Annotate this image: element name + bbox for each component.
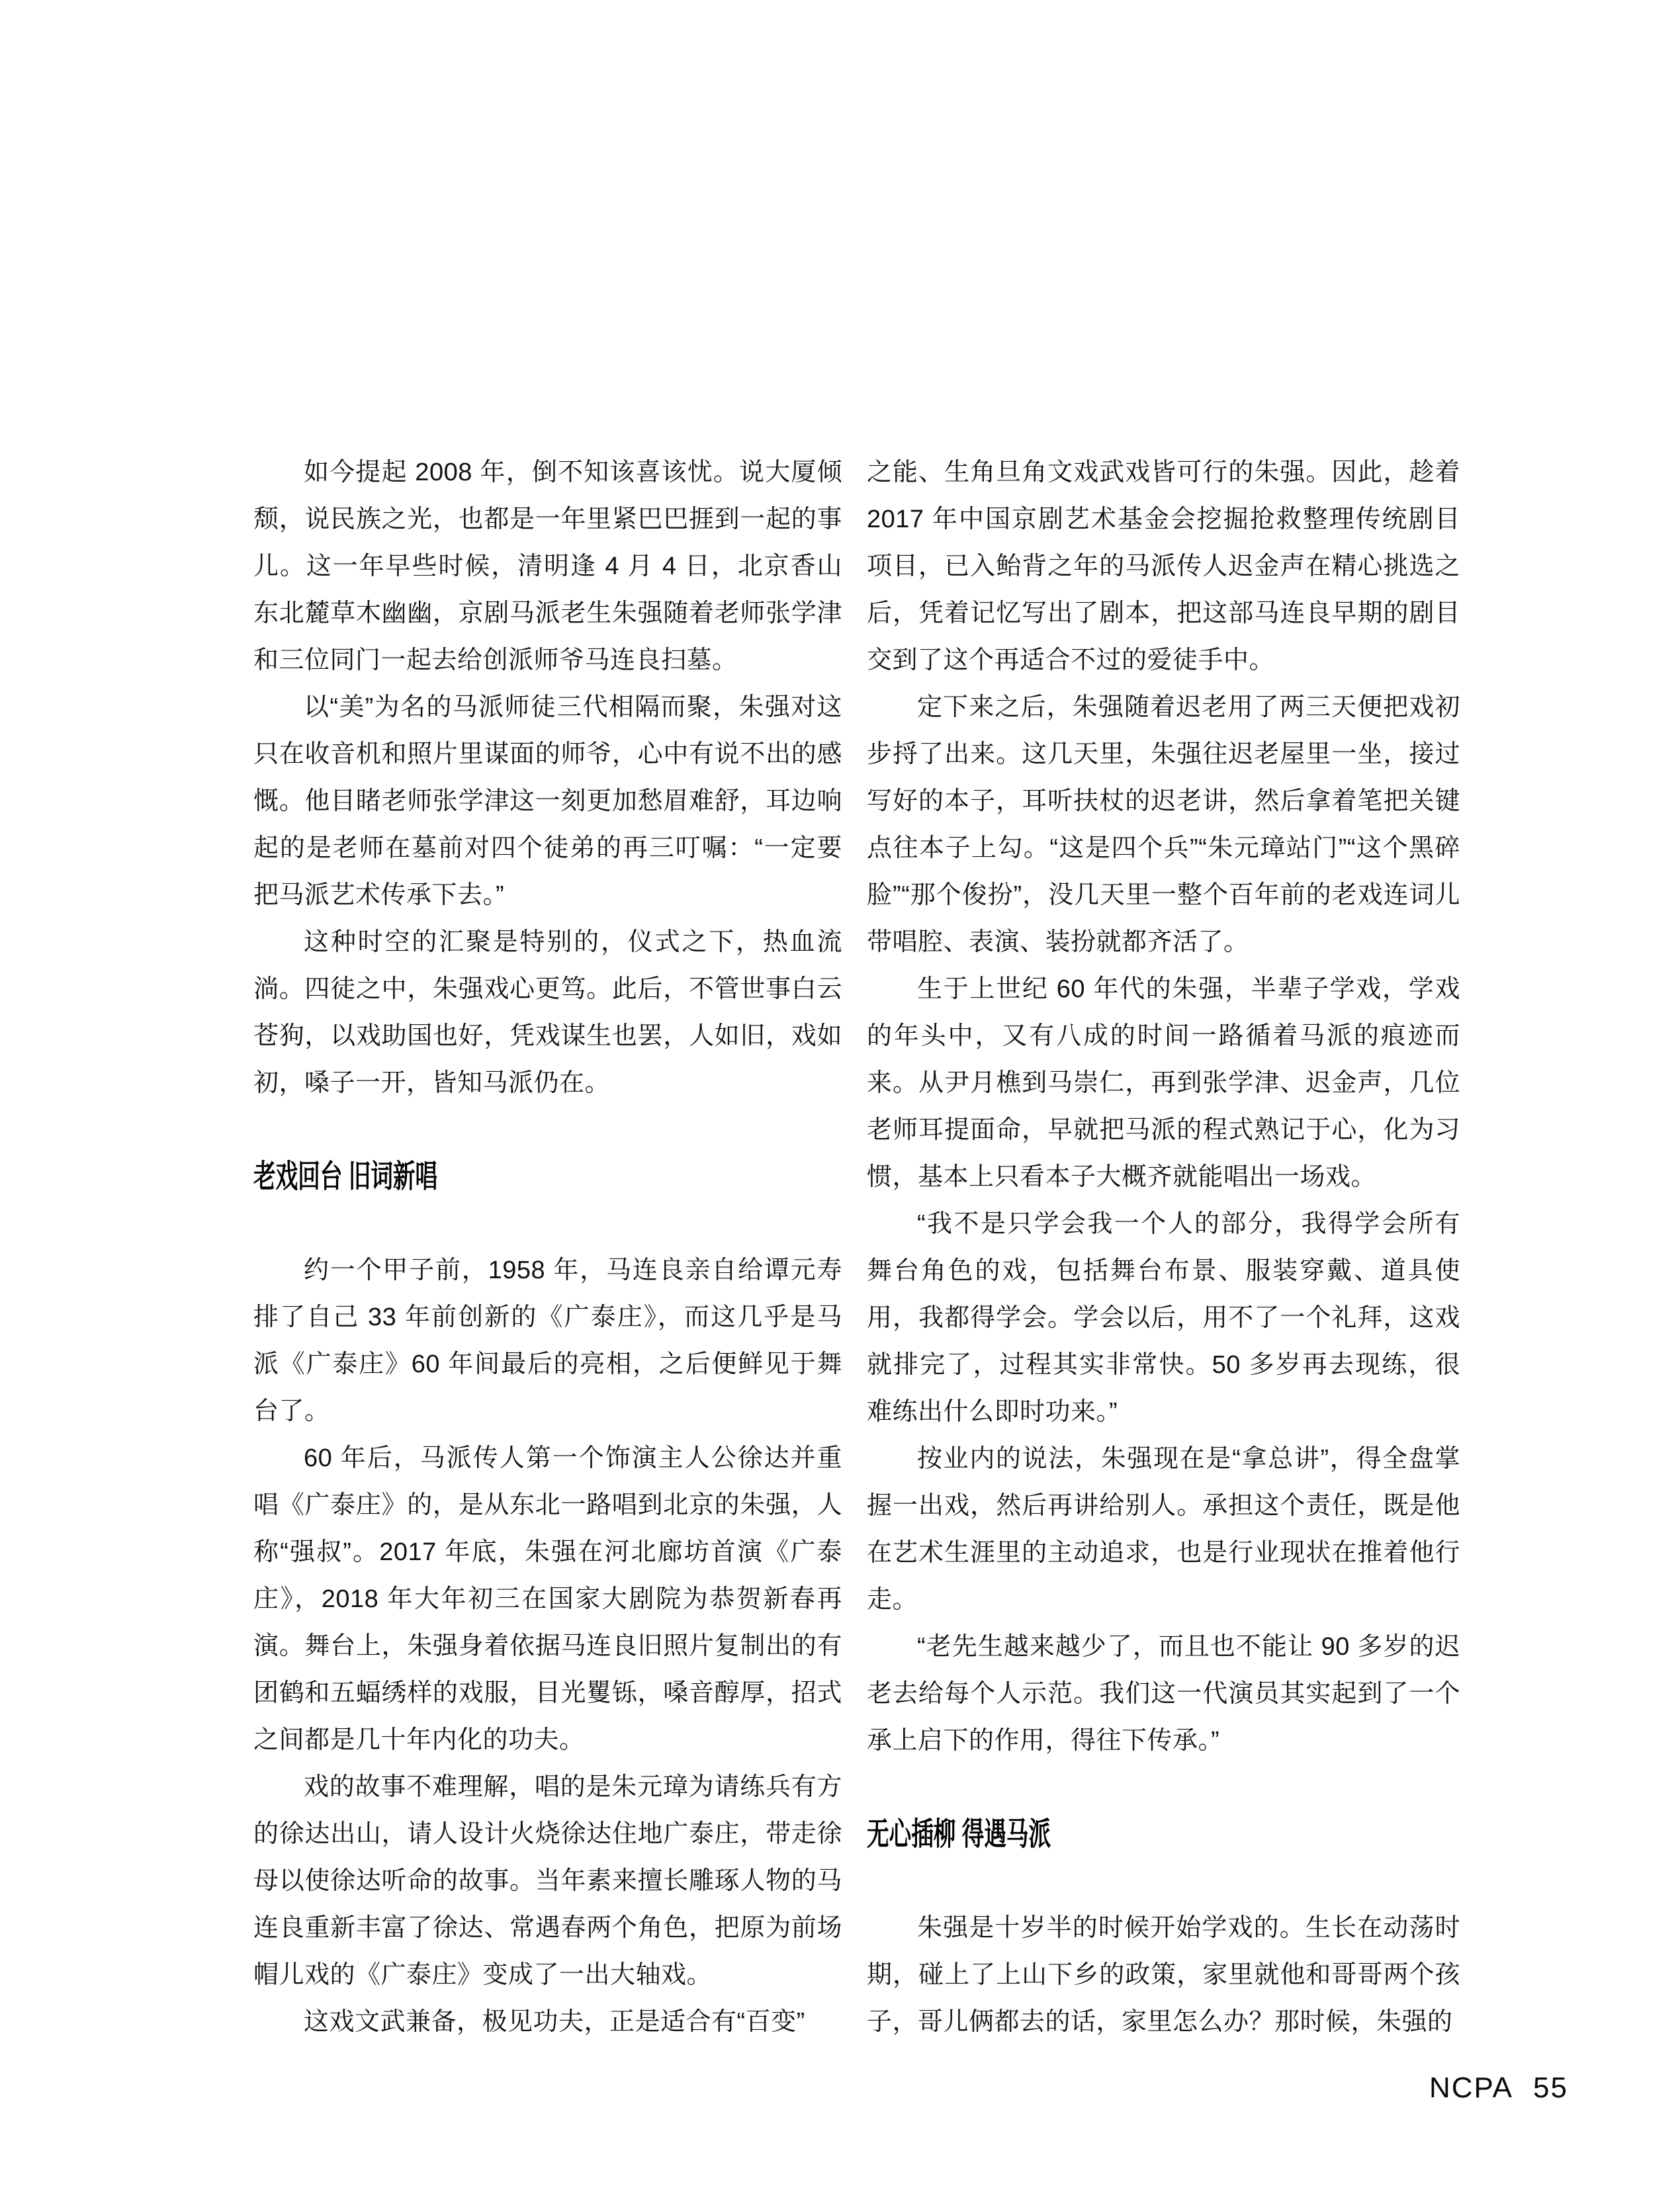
paragraph: 朱强是十岁半的时候开始学戏的。生长在动荡时期，碰上了上山下乡的政策，家里就他和哥哥两个孩子，哥儿俩都去的话，家里怎么办？那时候，朱强的: [867, 1914, 1460, 2036]
section-heading-text: 老戏回台 旧词新唱: [253, 1159, 438, 1194]
paragraph: 以“美”为名的马派师徒三代相隔而聚，朱强对这只在收音机和照片里谋面的师爷，心中有说不出的感慨。他目睹老师张学津这一刻更加愁眉难舒，耳边响起的是老师在墓前对四个徒弟的再三叮嘱：“一定要把马派艺术传承下去。”: [253, 693, 842, 909]
paragraph: 这种时空的汇聚是特别的，仪式之下，热血流淌。四徒之中，朱强戏心更笃。此后，不管世事白云苍狗，以戏助国也好，凭戏谋生也罢，人如旧，戏如初，嗓子一开，皆知马派仍在。: [253, 928, 842, 1097]
column-right: [867, 449, 1460, 2046]
page-number: 55: [1532, 2072, 1568, 2104]
section-heading: [867, 1811, 1460, 1858]
page-footer: [1429, 2071, 1568, 2105]
paragraph: 60 年后，马派传人第一个饰演主人公徐达并重唱《广泰庄》的，是从东北一路唱到北京的朱强，人称“强叔”。2017 年底，朱强在河北廊坊首演《广泰庄》，2018 年大年初三在国家大剧院为恭贺新春再演。舞台上，朱强身着依据马连良旧照片复制出的有团鹤和五蝠绣样的戏服，目光矍铄，嗓音醇厚，招式之间都是几十年内化的功夫。: [253, 1444, 842, 1754]
section-heading: [253, 1153, 842, 1200]
paragraph: 这戏文武兼备，极见功夫，正是适合有“百变”: [304, 2008, 805, 2036]
magazine-name: NCPA: [1429, 2072, 1513, 2104]
paragraph: 定下来之后，朱强随着迟老用了两三天便把戏初步捋了出来。这几天里，朱强往迟老屋里一坐，接过写好的本子，耳听扶杖的迟老讲，然后拿着笔把关键点往本子上勾。“这是四个兵”“朱元璋站门”“这个黑碎脸”“那个俊扮”，没几天里一整个百年前的老戏连词儿带唱腔、表演、装扮就都齐活了。: [867, 693, 1460, 956]
paragraph: “我不是只学会我一个人的部分，我得学会所有舞台角色的戏，包括舞台布景、服装穿戴、道具使用，我都得学会。学会以后，用不了一个礼拜，这戏就排完了，过程其实非常快。50 多岁再去现练，很难练出什么即时功来。”: [867, 1210, 1460, 1426]
paragraph: 之能、生角旦角文戏武戏皆可行的朱强。因此，趁着 2017 年中国京剧艺术基金会挖掘抢救整理传统剧目项目，已入鲐背之年的马派传人迟金声在精心挑选之后，凭着记忆写出了剧本，把这部马连良早期的剧目交到了这个再适合不过的爱徒手中。: [867, 459, 1460, 674]
column-left: [253, 449, 842, 2046]
paragraph: 如今提起 2008 年，倒不知该喜该忧。说大厦倾颓，说民族之光，也都是一年里紧巴巴捱到一起的事儿。这一年早些时候，清明逢 4 月 4 日，北京香山东北麓草木幽幽，京剧马派老生朱强随着老师张学津和三位同门一起去给创派师爷马连良扫墓。: [253, 459, 842, 674]
paragraph: 生于上世纪 60 年代的朱强，半辈子学戏，学戏的年头中，又有八成的时间一路循着马派的痕迹而来。从尹月樵到马崇仁，再到张学津、迟金声，几位老师耳提面命，早就把马派的程式熟记于心，化为习惯，基本上只看本子大概齐就能唱出一场戏。: [867, 975, 1460, 1191]
paragraph: 戏的故事不难理解，唱的是朱元璋为请练兵有方的徐达出山，请人设计火烧徐达住地广泰庄，带走徐母以使徐达听命的故事。当年素来擅长雕琢人物的马连良重新丰富了徐达、常遇春两个角色，把原为前场帽儿戏的《广泰庄》变成了一出大轴戏。: [253, 1773, 842, 1989]
paragraph: “老先生越来越少了，而且也不能让 90 多岁的迟老去给每个人示范。我们这一代演员其实起到了一个承上启下的作用，得往下传承。”: [867, 1633, 1460, 1755]
section-heading-text: 无心插柳 得遇马派: [867, 1817, 1051, 1852]
paragraph: 约一个甲子前，1958 年，马连良亲自给谭元寿排了自己 33 年前创新的《广泰庄》，而这几乎是马派《广泰庄》60 年间最后的亮相，之后便鲜见于舞台了。: [253, 1256, 842, 1425]
paragraph: 按业内的说法，朱强现在是“拿总讲”，得全盘掌握一出戏，然后再讲给别人。承担这个责任，既是他在艺术生涯里的主动追求，也是行业现状在推着他行走。: [867, 1445, 1460, 1614]
